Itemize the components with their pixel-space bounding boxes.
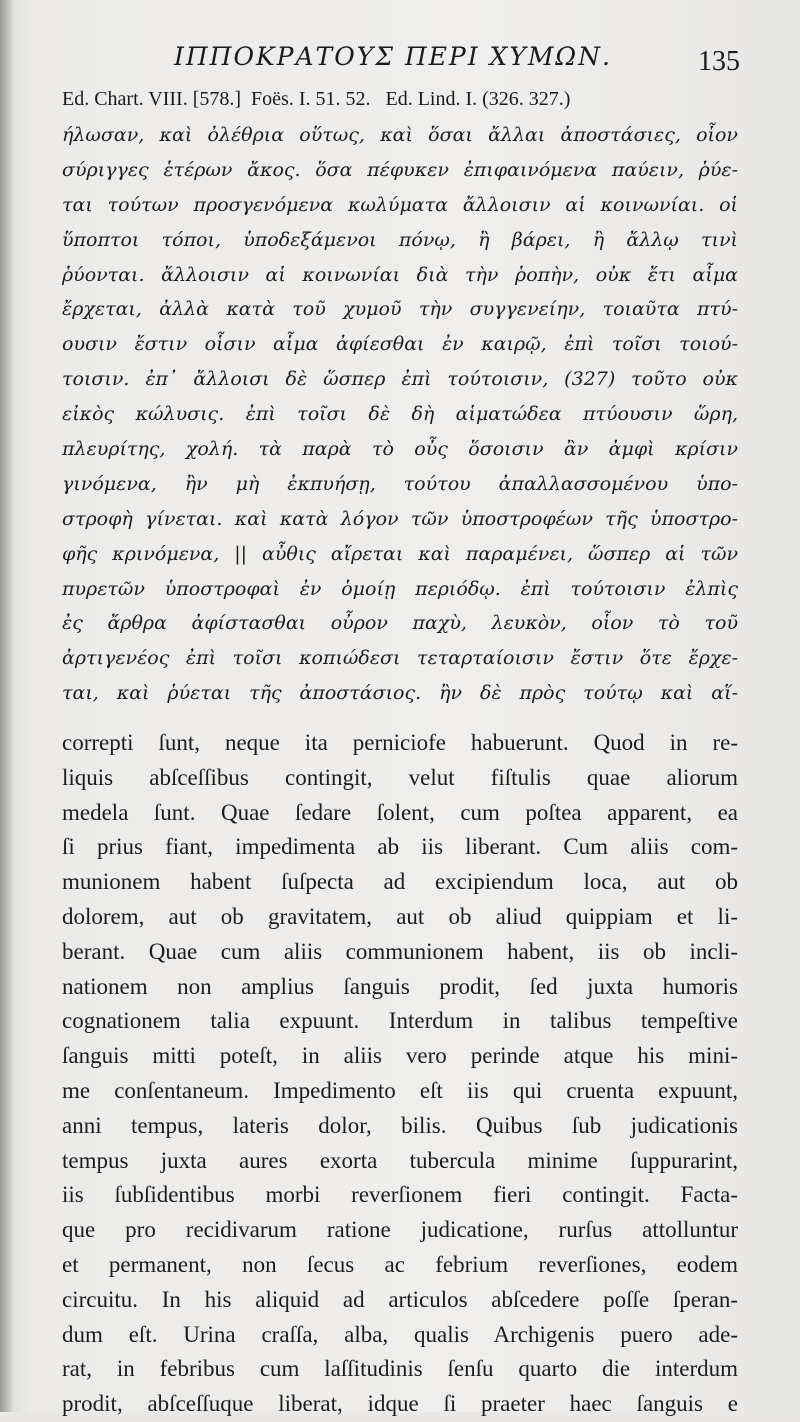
edition-reference-line: Ed. Chart. VIII. [578.] Foës. I. 51. 52. Ed. Lind. I. (326. 327.) — [62, 88, 571, 110]
latin-text-line: cognationem talia expuunt. Interdum in talibus tempeſtive — [62, 1008, 738, 1034]
greek-text-line: ῥύονται. ἄλλοισιν αἱ κοινωνίαι διὰ τὴν ῥοπὴν, οὐκ ἔτι αἷμα — [62, 263, 738, 286]
latin-text-line: ſanguis mitti poteſt, in aliis vero perinde atque his mini- — [62, 1043, 738, 1069]
latin-text-line: berant. Quae cum aliis communionem habent, iis ob incli- — [62, 938, 738, 964]
greek-text-line: ήλωσαν, καὶ ὀλέθρια οὕτως, καὶ ὅσαι ἄλλαι ἀποστάσιες, οἷον — [62, 124, 738, 146]
greek-text-line: ἔρχεται, ἀλλὰ κατὰ τοῦ χυμοῦ τὴν συγγενείην, τοιαῦτα πτύ- — [62, 298, 738, 321]
latin-text-line: dolorem, aut ob gravitatem, aut ob aliud quippiam et li- — [62, 903, 738, 929]
latin-text-line: dum eſt. Urina craſſa, alba, qualis Archigenis puero ade- — [62, 1321, 738, 1347]
latin-text-line: que pro recidivarum ratione judicatione, rurſus attolluntur — [62, 1217, 738, 1243]
latin-text-line: iis ſubſidentibus morbi reverſionem fieri contingit. Facta- — [62, 1182, 738, 1208]
greek-text-line: εἰκὸς κώλυσις. ἐπὶ τοῖσι δὲ δὴ αἱματώδεα πτύουσιν ὥρη, — [62, 403, 738, 426]
greek-text-line: φῆς κρινόμενα, || αὖθις αἴρεται καὶ παραμένει, ὥσπερ αἱ τῶν — [62, 542, 738, 565]
latin-text-line: et permanent, non ſecus ac febrium reverſiones, eodem — [62, 1251, 738, 1277]
greek-text-line: ὕποπτοι τόποι, ὑποδεξάμενοι πόνῳ, ἢ βάρει, ἢ ἄλλῳ τινὶ — [62, 228, 738, 251]
page-header — [62, 42, 740, 82]
latin-text-line: rat, in febribus cum laſſitudinis ſenſu quarto die interdum — [62, 1356, 738, 1382]
latin-text-line: circuitu. In his aliquid ad articulos abſcedere poſſe ſperan- — [62, 1286, 738, 1312]
running-title: ΙΠΠΟΚΡΑΤΟΥΣ ΠΕΡΙ ΧΥΜΩΝ. — [174, 42, 612, 71]
greek-text-line: ἐς ἄρθρα ἀφίστασθαι οὖρον παχὺ, λευκὸν, οἷον τὸ τοῦ — [62, 612, 738, 635]
greek-text-line: γινόμενα, ἢν μὴ ἐκπυήσῃ, τούτου ἀπαλλασσομένου ὑπο- — [62, 472, 738, 495]
greek-text-line: ται, καὶ ῥύεται τῆς ἀποστάσιος. ἢν δὲ πρὸς τούτῳ καὶ αἵ- — [62, 682, 738, 705]
latin-text-line: correpti ſunt, neque ita perniciofe habuerunt. Quod in re- — [62, 730, 738, 755]
greek-text-line: ουσιν ἔστιν οἷσιν αἷμα ἀφίεσθαι ἐν καιρῷ, ἐπὶ τοῖσι τοιού- — [62, 333, 738, 356]
page-number: 135 — [698, 46, 740, 77]
greek-text-line: πλευρίτης, χολή. τὰ παρὰ τὸ οὖς ὅσοισιν ἂν ἀμφὶ κρίσιν — [62, 438, 738, 461]
latin-text-line: munionem habent ſuſpecta ad excipiendum loca, aut ob — [62, 869, 738, 895]
binding-shadow — [0, 0, 14, 1412]
latin-text-line: anni tempus, lateris dolor, bilis. Quibus ſub judicationis — [62, 1112, 738, 1138]
greek-text-block — [62, 118, 738, 711]
latin-text-line: prodit, abſceſſuque liberat, idque ſi praeter haec ſanguis e — [62, 1391, 738, 1417]
latin-text-line: ſi prius fiant, impedimenta ab iis liberant. Cum aliis com- — [62, 834, 738, 860]
greek-text-line: πυρετῶν ὑποστροφαὶ ἐν ὁμοίῃ περιόδῳ. ἐπὶ τούτοισιν ἐλπὶς — [62, 577, 738, 600]
latin-text-line: tempus juxta aures exorta tubercula minime ſuppurarint, — [62, 1147, 738, 1173]
greek-text-line: σύριγγες ἑτέρων ἄκος. ὅσα πέφυκεν ἐπιφαινόμενα παύειν, ῥύε- — [62, 158, 738, 181]
latin-text-line: nationem non amplius ſanguis prodit, ſed juxta humoris — [62, 973, 738, 999]
greek-text-line: ται τούτων προσγενόμενα κωλύματα ἄλλοισιν αἱ κοινωνίαι. οἱ — [62, 193, 738, 216]
latin-text-line: liquis abſceſſibus contingit, velut fiſtulis quae aliorum — [62, 764, 738, 790]
latin-text-block — [62, 726, 738, 1422]
greek-text-line: στροφὴ γίνεται. καὶ κατὰ λόγον τῶν ὑποστροφέων τῆς ὑποστρο- — [62, 507, 738, 530]
greek-text-line: τοισιν. ἐπ᾽ ἄλλοισι δὲ ὥσπερ ἐπὶ τούτοισιν, (327) τοῦτο οὐκ — [62, 368, 738, 391]
greek-text-line: ἀρτιγενέος ἐπὶ τοῖσι κοπιώδεσι τεταρταίοισιν ἔστιν ὅτε ἔρχε- — [62, 647, 738, 670]
latin-text-line: me conſentaneum. Impedimento eſt iis qui cruenta expuunt, — [62, 1077, 738, 1103]
latin-text-line: medela ſunt. Quae ſedare ſolent, cum poſtea apparent, ea — [62, 799, 738, 825]
